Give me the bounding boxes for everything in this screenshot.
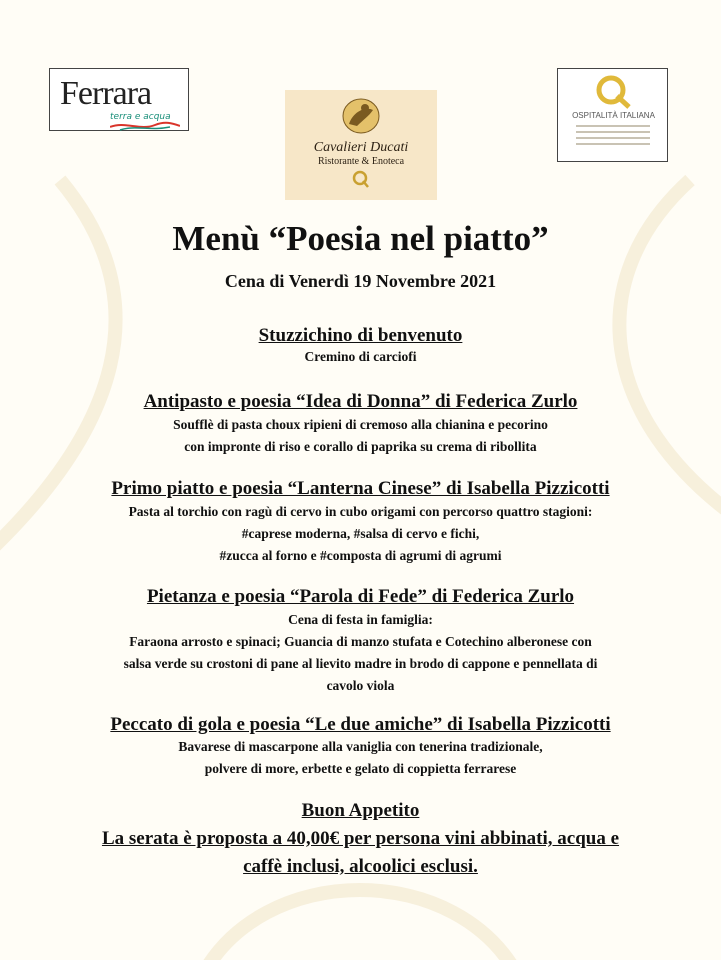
course-heading: Primo piatto e poesia “Lanterna Cinese” di Isabella Pizzicotti (111, 478, 610, 499)
description-line: Soufflè di pasta choux ripieni di cremoso alla chianina e pecorino (173, 417, 548, 432)
course-description (20, 414, 701, 458)
course-heading: Pietanza e poesia “Parola di Fede” di Federica Zurlo (146, 586, 575, 607)
ospitalita-italiana-logo (557, 68, 668, 162)
cavalieri-ducati-logo (285, 90, 437, 200)
wave-icon (110, 121, 180, 131)
course-description (20, 609, 701, 697)
price-note-line: caffè inclusi, alcoolici esclusi. (243, 856, 478, 877)
q-mark-icon (591, 73, 635, 109)
menu-date: Cena di Venerdì 19 Novembre 2021 (224, 271, 497, 291)
description-line: salsa verde su crostoni di pane al lievito madre in brodo di cappone e pennellata di (123, 656, 598, 671)
course-heading: Peccato di gola e poesia “Le due amiche” di Isabella Pizzicotti (110, 714, 611, 735)
description-line: cavolo viola (326, 678, 395, 693)
course-description (20, 736, 701, 780)
description-line: #caprese moderna, #salsa di cervo e fichi, (241, 526, 480, 541)
description-line: con impronte di riso e corallo di paprika su crema di ribollita (184, 439, 537, 454)
closing-price-note (0, 825, 721, 881)
description-line: Bavarese di mascarpone alla vaniglia con tenerina tradizionale, (178, 739, 543, 754)
description-line: polvere di more, erbette e gelato di coppietta ferrarese (204, 761, 517, 776)
description-line: Faraona arrosto e spinaci; Guancia di manzo stufata e Cotechino alberonese con (129, 634, 592, 649)
course-heading: Antipasto e poesia “Idea di Donna” di Federica Zurlo (143, 391, 578, 412)
ferrara-logo-tagline: terra e acqua (110, 112, 171, 122)
closing-greeting: Buon Appetito (301, 800, 420, 821)
description-line: Pasta al torchio con ragù di cervo in cubo origami con percorso quattro stagioni: (128, 504, 593, 519)
ferrara-logo-word: Ferrara (60, 75, 152, 112)
q-mark-icon (351, 170, 371, 188)
menu-title: Menù “Poesia nel piatto” (172, 219, 549, 258)
knight-emblem-icon (337, 94, 385, 138)
price-note-line: La serata è proposta a 40,00€ per persona vini abbinati, acqua e (101, 828, 620, 849)
course-description (20, 501, 701, 567)
course-description (20, 346, 701, 368)
ospitalita-logo-fine-print (576, 125, 650, 149)
description-line: Cena di festa in famiglia: (288, 612, 433, 627)
ospitalita-logo-name: OSPITALITÀ ITALIANA (572, 111, 655, 120)
description-line: #zucca al forno e #composta di agrumi di agrumi (219, 548, 502, 563)
description-line: Cremino di carciofi (304, 349, 417, 364)
cavalieri-logo-name: Cavalieri Ducati (313, 140, 409, 155)
course-heading: Stuzzichino di benvenuto (258, 325, 463, 346)
ferrara-logo (49, 68, 189, 131)
cavalieri-logo-sub: Ristorante & Enoteca (317, 156, 405, 167)
